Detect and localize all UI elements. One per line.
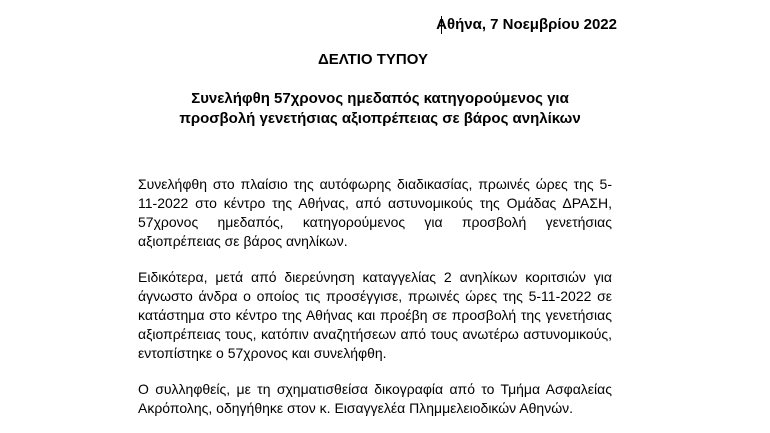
paragraph-1: Συνελήφθη στο πλαίσιο της αυτόφωρης διαδικασίας, πρωινές ώρες της 5-11-2022 στο κέντρο της Αθήνας, από αστυνομικούς της Ομάδας ΔΡΑΣΗ, 57χρονος ημεδαπός, κατηγορούμενος για προσβολή γενετήσιας αξιοπρέπειας σε βάρος ανηλίκων. [138,176,612,249]
date-line: Αθήνα, 7 Νοεμβρίου 2022 [436,16,617,33]
paragraph-2: Ειδικότερα, μετά από διερεύνηση καταγγελίας 2 ανηλίκων κοριτσιών για άγνωστο άνδρα ο οποίος τις προσέγγισε, πρωινές ώρες της 5-11-2022 σε κατάστημα στο κέντρο της Αθήνας και προέβη σε προσβολή της γενετήσιας αξιοπρέπειας τους, κατόπιν αναζητήσεων από τους ανωτέρω αστυνομικούς, εντοπίστηκε ο 57χρονος και συνελήφθη. [138,269,612,361]
paragraph-3: Ο συλληφθείς, με τη σχηματισθείσα δικογραφία από το Τμήμα Ασφαλείας Ακρόπολης, οδηγήθηκε στον κ. Εισαγγελέα Πλημμελειοδικών Αθηνών. [138,381,612,416]
document-title: ΔΕΛΤΙΟ ΤΥΠΟΥ [318,51,428,68]
headline: Συνελήφθη 57χρονος ημεδαπός κατηγορούμενος για προσβολή γενετήσιας αξιοπρέπειας σε βάρος ανηλίκων [179,90,581,127]
